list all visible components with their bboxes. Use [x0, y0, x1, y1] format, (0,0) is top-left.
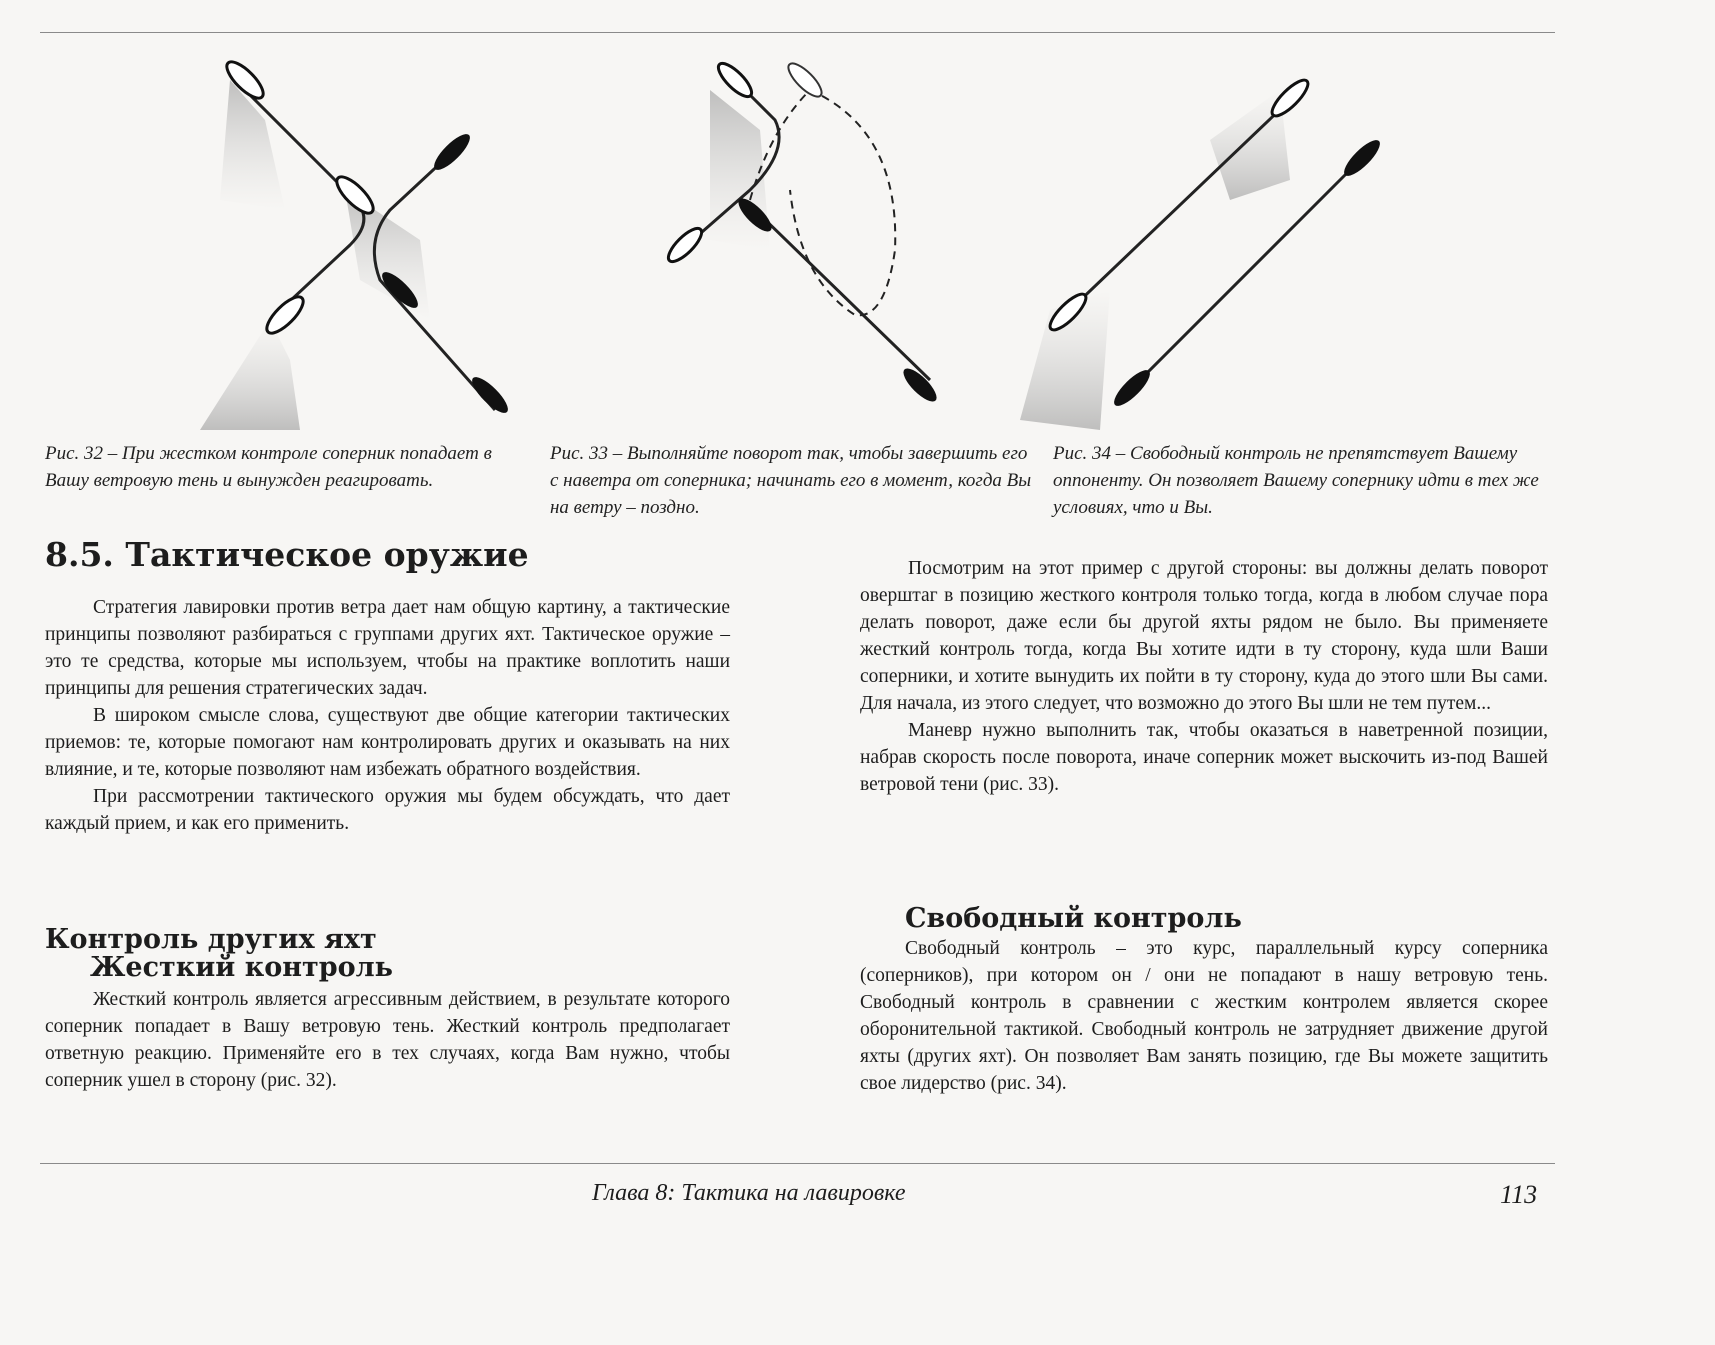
bottom-rule — [40, 1163, 1555, 1164]
chapter-footer: Глава 8: Тактика на лавировке — [592, 1180, 906, 1206]
paragraph: Стратегия лавировки против ветра дает нам общую картину, а тактические принципы позволяют разбираться с группами других яхт. Тактическое оружие – это те средства, которые мы используем, чтобы на практике воплотить наши принципы для решения стратегических задач. — [45, 597, 730, 699]
top-rule — [40, 32, 1555, 33]
subheading-free-control: Свободный контроль — [905, 903, 1242, 934]
section-title: 8.5. Тактическое оружие — [45, 535, 529, 574]
paragraph: Жесткий контроль является агрессивным действием, в результате которого соперник попадает в Вашу ветровую тень. Жесткий контроль предполагает ответную реакцию. Применяйте его в тех случаях, когда Вам нужно, чтобы соперник ушел в сторону (рис. 32). — [45, 989, 730, 1091]
figure-34 — [1000, 50, 1420, 430]
page-number: 113 — [1500, 1180, 1538, 1209]
subheading-hard-control: Жесткий контроль — [90, 952, 393, 983]
paragraph: В широком смысле слова, существуют две общие категории тактических приемов: те, которые помогают нам контролировать других и оказывать на них влияние, и те, которые позволяют нам избежать обратного воздействия. — [45, 705, 730, 780]
paragraph: Свободный контроль – это курс, параллельный курсу соперника (соперников), при котором он / они не попадают в нашу ветровую тень. Свободный контроль в сравнении с жестким контролем является скорее оборонительной тактикой. Свободный контроль не затрудняет движение другой яхты (других яхт). Он позволяет Вам занять позицию, где Вы можете защитить свое лидерство (рис. 34). — [860, 938, 1548, 1094]
figure-34-caption: Рис. 34 – Свободный контроль не препятствует Вашему оппоненту. Он позволяет Вашему сопернику идти в тех же условиях, что и Вы. — [1053, 443, 1539, 518]
paragraph: Маневр нужно выполнить так, чтобы оказаться в наветренной позиции, набрав скорость после поворота, иначе соперник может выскочить из-под Вашей ветровой тени (рис. 33). — [860, 720, 1548, 795]
hard-control-text — [45, 986, 730, 1094]
subheading-control-others: Контроль других яхт — [45, 924, 377, 955]
paragraph: При рассмотрении тактического оружия мы будем обсуждать, что дает каждый прием, и как его применить. — [45, 786, 730, 834]
figure-32-caption: Рис. 32 – При жестком контроле соперник попадает в Вашу ветровую тень и вынужден реагировать. — [45, 443, 492, 491]
left-column-intro — [45, 594, 730, 837]
figure-33 — [650, 50, 970, 430]
figure-33-caption: Рис. 33 – Выполняйте поворот так, чтобы завершить его с наветра от соперника; начинать его в момент, когда Вы на ветру – поздно. — [550, 443, 1032, 518]
free-control-text — [860, 935, 1548, 1097]
figure-32 — [190, 50, 550, 430]
paragraph: Посмотрим на этот пример с другой стороны: вы должны делать поворот оверштаг в позицию жесткого контроля только тогда, когда в любом случае пора делать поворот, даже если бы другой яхты рядом не было. Вы применяете жесткий контроль тогда, когда Вы хотите идти в ту сторону, куда шли Ваши соперники, и хотите вынудить их пойти в ту сторону, куда до этого шли Вы сами. Для начала, из этого следует, что возможно до этого Вы шли не тем путем... — [860, 558, 1548, 714]
right-column-text — [860, 555, 1548, 798]
